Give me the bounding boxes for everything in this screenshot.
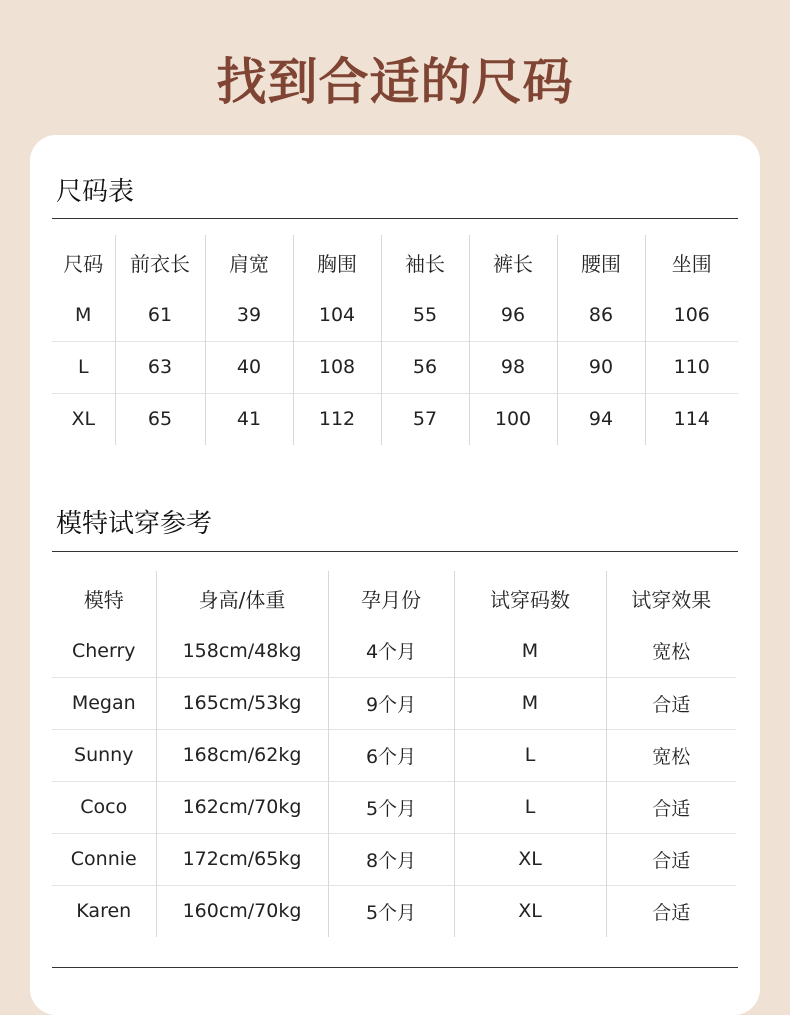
model-cell: M (454, 677, 606, 729)
size-cell: 41 (205, 393, 293, 445)
model-table-row (52, 885, 736, 937)
model-cell: Connie (70, 848, 137, 870)
model-table-row (52, 625, 736, 677)
model-fitting-divider (52, 551, 738, 552)
size-cell: 61 (115, 289, 205, 341)
model-cell: XL (454, 885, 606, 937)
model-cell: 8个月 (328, 833, 454, 885)
model-cell: Karen (76, 900, 132, 923)
model-cell: 5个月 (328, 885, 454, 937)
model-cell: 5个月 (328, 781, 454, 833)
size-cell: L (77, 356, 89, 378)
size-cell: 98 (469, 341, 557, 393)
size-cell: 56 (381, 341, 469, 393)
size-card (30, 135, 760, 1015)
size-cell: 108 (293, 341, 381, 393)
size-cell: 110 (645, 341, 738, 393)
model-cell: M (454, 625, 606, 677)
size-header-cell: 尺码 (63, 251, 104, 276)
model-cell: L (454, 781, 606, 833)
size-cell: XL (71, 408, 96, 431)
model-cell: 4个月 (328, 625, 454, 677)
size-header-cell: 腰围 (557, 235, 645, 289)
model-cell: 9个月 (328, 677, 454, 729)
model-header-cell: 身高/体重 (156, 571, 328, 625)
model-cell: 165cm/53kg (156, 677, 328, 729)
model-table (52, 571, 736, 937)
model-cell: Sunny (74, 744, 134, 766)
model-header-cell: 模特 (83, 587, 124, 612)
model-cell: Coco (80, 796, 128, 818)
size-cell: 57 (381, 393, 469, 445)
model-cell: 6个月 (328, 729, 454, 781)
size-cell: 112 (293, 393, 381, 445)
model-cell: 160cm/70kg (156, 885, 328, 937)
model-cell: 162cm/70kg (156, 781, 328, 833)
size-cell: 90 (557, 341, 645, 393)
size-cell: 94 (557, 393, 645, 445)
size-table (52, 235, 738, 445)
model-cell: 合适 (606, 833, 736, 885)
size-header-cell: 坐围 (645, 235, 738, 289)
model-cell: 合适 (606, 677, 736, 729)
model-cell: 合适 (606, 885, 736, 937)
size-cell: 100 (469, 393, 557, 445)
size-table-row (52, 289, 738, 341)
size-cell: 55 (381, 289, 469, 341)
size-cell: 40 (205, 341, 293, 393)
size-cell: 114 (645, 393, 738, 445)
model-table-row (52, 833, 736, 885)
model-cell: Megan (71, 692, 136, 714)
model-cell: 宽松 (606, 729, 736, 781)
model-header-cell: 孕月份 (328, 571, 454, 625)
model-table-header (52, 571, 736, 625)
bottom-divider (52, 967, 738, 968)
model-cell: XL (454, 833, 606, 885)
model-table-row (52, 729, 736, 781)
size-header-cell: 裤长 (469, 235, 557, 289)
model-header-cell: 试穿效果 (606, 571, 736, 625)
model-cell: 168cm/62kg (156, 729, 328, 781)
model-cell: 宽松 (606, 625, 736, 677)
size-cell: 86 (557, 289, 645, 341)
model-cell: 172cm/65kg (156, 833, 328, 885)
model-fitting-title: 模特试穿参考 (56, 509, 213, 539)
model-cell: L (454, 729, 606, 781)
model-table-row (52, 677, 736, 729)
size-cell: M (75, 303, 92, 326)
size-header-cell: 肩宽 (205, 235, 293, 289)
size-cell: 104 (293, 289, 381, 341)
size-table-header (52, 235, 738, 289)
size-table-row (52, 341, 738, 393)
model-header-cell: 试穿码数 (454, 571, 606, 625)
size-cell: 96 (469, 289, 557, 341)
size-table-row (52, 393, 738, 445)
size-cell: 39 (205, 289, 293, 341)
model-cell: Cherry (71, 639, 136, 662)
page-title: 找到合适的尺码 (216, 53, 574, 111)
size-cell: 65 (115, 393, 205, 445)
size-cell: 106 (645, 289, 738, 341)
size-chart-title: 尺码表 (56, 177, 135, 207)
model-table-row (52, 781, 736, 833)
model-cell: 158cm/48kg (156, 625, 328, 677)
size-header-cell: 前衣长 (115, 235, 205, 289)
size-chart-divider (52, 218, 738, 219)
size-header-cell: 胸围 (293, 235, 381, 289)
size-header-cell: 袖长 (381, 235, 469, 289)
model-cell: 合适 (606, 781, 736, 833)
size-cell: 63 (115, 341, 205, 393)
